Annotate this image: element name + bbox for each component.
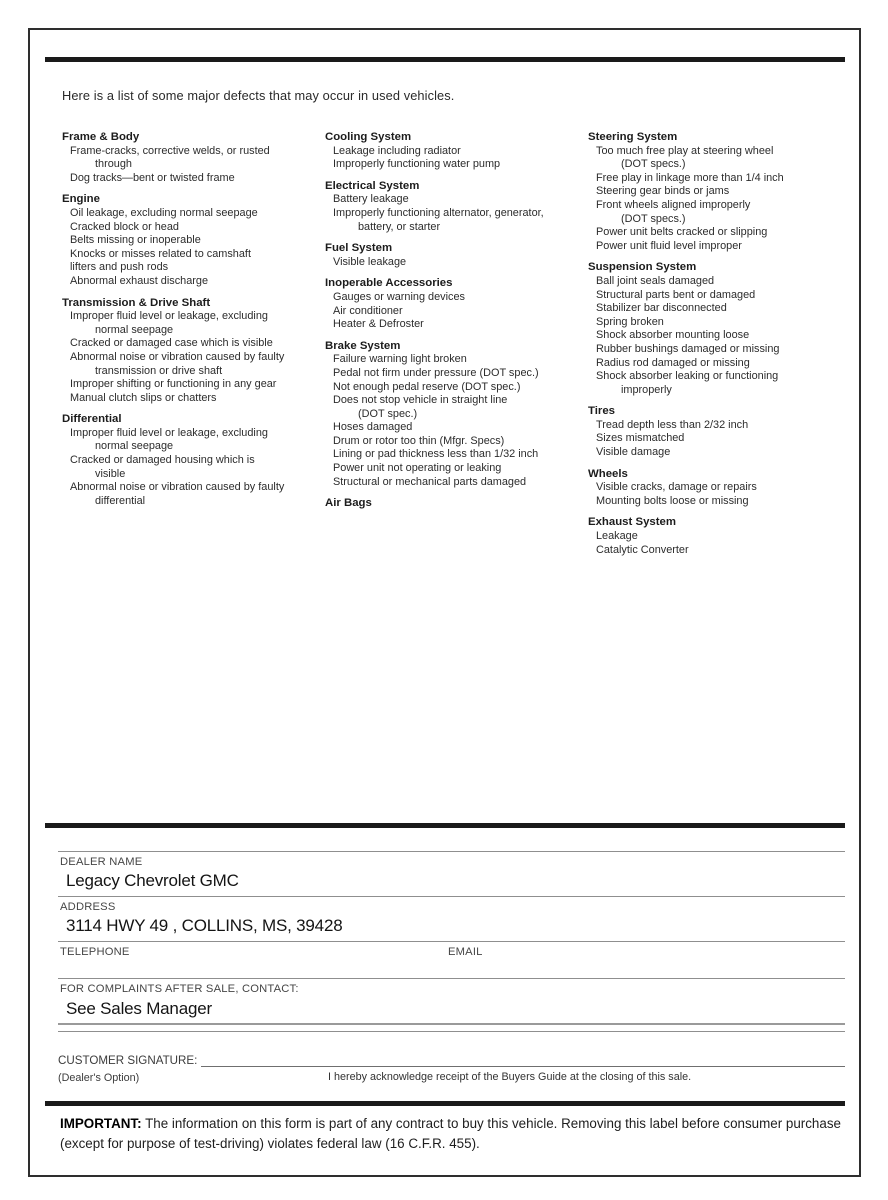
telephone-email-field-topline — [58, 941, 845, 942]
defect-item: Improper shifting or functioning in any gear — [70, 378, 277, 391]
important-section-divider-rule — [45, 1101, 845, 1106]
defect-item: Does not stop vehicle in straight line — [333, 394, 508, 407]
defect-section — [588, 131, 848, 253]
defect-section — [588, 405, 848, 459]
buyers-guide-page — [28, 28, 861, 1177]
defect-item: battery, or starter — [358, 220, 441, 233]
defect-item: Hoses damaged — [333, 421, 413, 434]
defect-item: Cracked block or head — [70, 220, 179, 233]
important-text: The information on this form is part of any contract to buy this vehicle. Removing this label before consumer purchase (except for purpose of test-driving) violates federal law (16 C.F.R. 455). — [60, 1116, 841, 1151]
customer-signature-label: CUSTOMER SIGNATURE: — [58, 1054, 198, 1067]
defect-item: Mounting bolts loose or missing — [596, 494, 749, 507]
defect-section-title: Steering System — [588, 131, 678, 143]
defect-item: Manual clutch slips or chatters — [70, 391, 217, 404]
defect-item: Power unit not operating or leaking — [333, 462, 502, 475]
defects-column — [62, 131, 325, 557]
defect-item: visible — [95, 467, 126, 480]
defect-item: Belts missing or inoperable — [70, 234, 201, 247]
defect-section-title: Wheels — [588, 467, 628, 480]
defect-item: Spring broken — [596, 315, 664, 328]
defect-item: Structural or mechanical parts damaged — [333, 475, 527, 488]
defect-section-title: Engine — [62, 193, 100, 206]
defect-item: Improperly functioning water pump — [333, 158, 501, 171]
defect-section-title: Tires — [588, 405, 616, 418]
defect-section — [62, 297, 325, 406]
complaints-value-underline — [58, 1023, 845, 1025]
defect-item: Gauges or warning devices — [333, 290, 465, 303]
defect-item: Shock absorber mounting loose — [596, 329, 750, 342]
defect-item: transmission or drive shaft — [95, 364, 223, 377]
defect-section — [588, 516, 848, 557]
defect-section — [62, 193, 325, 288]
dealer-name-value: Legacy Chevrolet GMC — [66, 871, 239, 890]
defect-item: Catalytic Converter — [596, 543, 689, 556]
top-divider-rule — [45, 57, 845, 62]
defects-column — [325, 131, 588, 557]
defect-item: Improper fluid level or leakage, excluding — [70, 310, 268, 323]
important-notice — [60, 1114, 848, 1154]
defect-item: Not enough pedal reserve (DOT spec.) — [333, 380, 521, 393]
defect-item: Visible leakage — [333, 255, 407, 268]
defect-item: Oil leakage, excluding normal seepage — [70, 206, 258, 219]
defect-item: Pedal not firm under pressure (DOT spec.) — [333, 366, 539, 379]
defect-section — [588, 261, 848, 397]
defect-item: Dog tracks—bent or twisted frame — [70, 171, 235, 184]
defect-item: (DOT specs.) — [621, 212, 686, 225]
defect-item: (DOT spec.) — [358, 407, 418, 420]
complaints-value: See Sales Manager — [66, 999, 212, 1018]
defect-item: Front wheels aligned improperly — [596, 198, 751, 211]
defect-item: Improper fluid level or leakage, excluding — [70, 426, 268, 439]
defect-item: Visible cracks, damage or repairs — [596, 481, 757, 494]
defect-item: Abnormal noise or vibration caused by faulty — [70, 350, 285, 363]
defect-section — [325, 497, 588, 511]
defect-section — [588, 468, 848, 509]
defect-item: Improperly functioning alternator, generator, — [333, 206, 544, 219]
defect-item: through — [95, 158, 132, 171]
defect-item: Tread depth less than 2/32 inch — [596, 418, 749, 431]
defect-item: Sizes mismatched — [596, 432, 685, 445]
acknowledgment-text: I hereby acknowledge receipt of the Buyers Guide at the closing of this sale. — [328, 1071, 692, 1083]
defects-columns — [62, 131, 848, 557]
customer-signature-line — [201, 1052, 845, 1067]
defect-item: Steering gear binds or jams — [596, 185, 730, 198]
defect-item: Cracked or damaged case which is visible — [70, 337, 273, 350]
defect-section — [325, 340, 588, 490]
defect-item: Knocks or misses related to camshaft — [70, 247, 251, 260]
defect-section-title: Fuel System — [325, 242, 393, 255]
defect-item: Air conditioner — [333, 304, 403, 317]
defect-item: Abnormal exhaust discharge — [70, 274, 209, 287]
customer-signature-row — [58, 1052, 845, 1067]
complaints-field-topline — [58, 978, 845, 979]
dealer-name-field-topline — [58, 851, 845, 852]
defect-item: Cracked or damaged housing which is — [70, 454, 255, 467]
defect-section-title: Cooling System — [325, 131, 412, 143]
address-value: 3114 HWY 49 , COLLINS, MS, 39428 — [66, 916, 343, 935]
defect-item: Ball joint seals damaged — [596, 274, 715, 287]
defect-section-title: Air Bags — [325, 497, 372, 510]
defect-item: Structural parts bent or damaged — [596, 288, 756, 301]
important-label: IMPORTANT: — [60, 1116, 142, 1131]
complaints-label: FOR COMPLAINTS AFTER SALE, CONTACT: — [60, 983, 299, 995]
defect-item: Frame-cracks, corrective welds, or rusted — [70, 144, 270, 157]
defect-section-title: Inoperable Accessories — [325, 277, 453, 290]
address-label: ADDRESS — [60, 901, 116, 913]
dealer-name-label: DEALER NAME — [60, 856, 143, 868]
defect-item: Failure warning light broken — [333, 353, 467, 366]
defect-item: Abnormal noise or vibration caused by faulty — [70, 481, 285, 494]
defect-section-title: Transmission & Drive Shaft — [62, 296, 211, 309]
defect-item: Shock absorber leaking or functioning — [596, 370, 779, 383]
address-field-topline — [58, 896, 845, 897]
defect-item: Heater & Defroster — [333, 318, 424, 331]
defect-item: Rubber bushings damaged or missing — [596, 342, 780, 355]
defect-section — [325, 277, 588, 331]
defect-item: (DOT specs.) — [621, 158, 686, 171]
defect-item: Visible damage — [596, 446, 671, 459]
defect-section — [325, 180, 588, 234]
defect-item: normal seepage — [95, 440, 174, 453]
defect-item: Leakage — [596, 530, 638, 543]
defects-column — [588, 131, 848, 557]
defect-item: normal seepage — [95, 323, 174, 336]
defect-section — [325, 131, 588, 172]
defect-section-title: Exhaust System — [588, 516, 676, 529]
defect-item: Free play in linkage more than 1/4 inch — [596, 171, 784, 184]
defect-item: differential — [95, 494, 146, 507]
defect-item: Stabilizer bar disconnected — [596, 302, 727, 315]
email-label: EMAIL — [448, 946, 483, 958]
defect-item: improperly — [621, 383, 672, 396]
defect-section — [325, 242, 588, 269]
dealer-section-divider-rule — [45, 823, 845, 828]
dealers-option-note: (Dealer's Option) — [58, 1072, 140, 1084]
defect-item: Power unit belts cracked or slipping — [596, 226, 768, 239]
defect-item: Radius rod damaged or missing — [596, 356, 750, 369]
complaints-field-bottomline — [58, 1031, 845, 1032]
defect-item: lifters and push rods — [70, 261, 169, 274]
defects-intro-text: Here is a list of some major defects that may occur in used vehicles. — [62, 88, 455, 103]
telephone-label: TELEPHONE — [60, 946, 130, 958]
defect-section-title: Electrical System — [325, 179, 420, 192]
defect-item: Power unit fluid level improper — [596, 239, 742, 252]
defect-section — [62, 413, 325, 508]
defect-item: Too much free play at steering wheel — [596, 144, 774, 157]
defect-section — [62, 131, 325, 185]
defect-item: Leakage including radiator — [333, 144, 461, 157]
defect-item: Battery leakage — [333, 193, 409, 206]
defect-section-title: Differential — [62, 413, 122, 426]
defect-section-title: Brake System — [325, 339, 401, 352]
defect-section-title: Frame & Body — [62, 131, 140, 143]
defect-item: Lining or pad thickness less than 1/32 inch — [333, 448, 539, 461]
defect-section-title: Suspension System — [588, 261, 697, 274]
defect-item: Drum or rotor too thin (Mfgr. Specs) — [333, 434, 505, 447]
